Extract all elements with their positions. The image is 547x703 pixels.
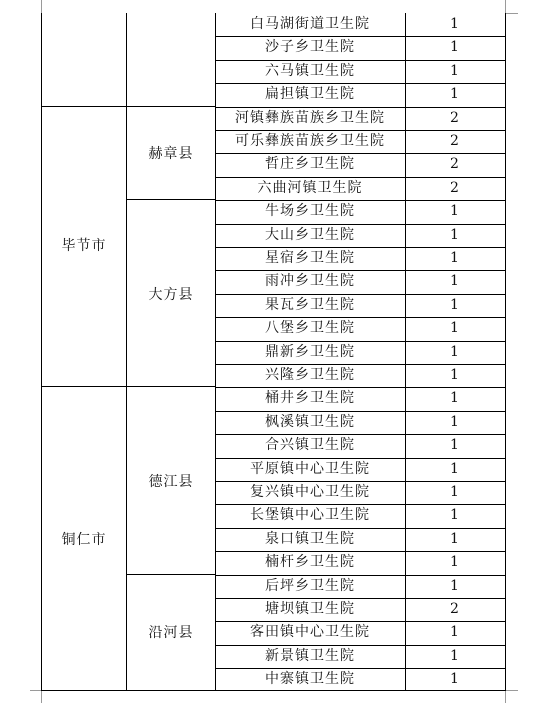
- hospital-name-cell: 大山乡卫生院: [265, 227, 355, 243]
- hospital-name-cell: 客田镇中心卫生院: [250, 624, 370, 640]
- county-divider-dejiang-yanhe: [126, 574, 215, 575]
- hospital-name-cell: 扁担镇卫生院: [265, 86, 355, 102]
- city-cell-bijie: [42, 235, 126, 255]
- count-cell: 1: [450, 297, 460, 313]
- crop-mark-bottom-right: [505, 691, 506, 703]
- count-cell: 1: [450, 507, 460, 523]
- county-label: 赫章县: [148, 146, 194, 162]
- count-cell: 1: [450, 367, 460, 383]
- crop-mark-top-right-h: [506, 13, 518, 14]
- city-label: 铜仁市: [61, 532, 107, 548]
- county-cell-yanhe: [127, 622, 215, 642]
- count-cell: 1: [450, 390, 460, 406]
- city-divider-bijie-tongren: [41, 386, 215, 387]
- count-cell: 1: [450, 227, 460, 243]
- hospital-name-cell: 合兴镇卫生院: [265, 437, 355, 453]
- count-cell: 1: [450, 531, 460, 547]
- count-cell: 1: [450, 484, 460, 500]
- hospital-name-cell: 雨冲乡卫生院: [265, 273, 355, 289]
- crop-mark-bottom-right-h: [506, 690, 518, 691]
- city-cell-tongren: [42, 529, 126, 549]
- crop-mark-top-right: [505, 0, 506, 13]
- count-cell: 1: [450, 39, 460, 55]
- hospital-name-cell: 六马镇卫生院: [265, 63, 355, 79]
- table-border-left: [41, 13, 42, 691]
- hospital-name-cell: 白马湖街道卫生院: [250, 16, 370, 32]
- count-cell: 1: [450, 86, 460, 102]
- hospital-name-cell: 新景镇卫生院: [265, 648, 355, 664]
- count-cell: 2: [450, 110, 460, 126]
- count-cell: 1: [450, 414, 460, 430]
- count-cell: 1: [450, 671, 460, 687]
- count-cell: 2: [450, 156, 460, 172]
- count-cell: 2: [450, 180, 460, 196]
- hospital-name-cell: 桶井乡卫生院: [265, 390, 355, 406]
- county-divider-hezhang-dafang: [126, 199, 215, 200]
- column-divider-city-county: [126, 13, 127, 691]
- hospital-name-cell: 哲庄乡卫生院: [265, 156, 355, 172]
- hospital-name-cell: 六曲河镇卫生院: [257, 180, 363, 196]
- count-cell: 1: [450, 63, 460, 79]
- count-cell: 1: [450, 648, 460, 664]
- crop-mark-bottom-left-h: [30, 690, 41, 691]
- hospital-name-cell: 牛场乡卫生院: [265, 203, 355, 219]
- hospital-name-cell: 兴隆乡卫生院: [265, 367, 355, 383]
- city-label: 毕节市: [61, 238, 107, 254]
- hospital-name-cell: 楠杆乡卫生院: [265, 554, 355, 570]
- hospital-name-cell: 长堡镇中心卫生院: [250, 507, 370, 523]
- hospital-name-cell: 可乐彝族苗族乡卫生院: [235, 133, 385, 149]
- count-cell: 1: [450, 250, 460, 266]
- county-cell-dejiang: [127, 471, 215, 491]
- hospital-name-cell: 中寨镇卫生院: [265, 671, 355, 687]
- count-cell: 1: [450, 437, 460, 453]
- hospital-name-cell: 后坪乡卫生院: [265, 578, 355, 594]
- hospital-name-cell: 星宿乡卫生院: [265, 250, 355, 266]
- count-cell: 1: [450, 273, 460, 289]
- county-label: 德江县: [148, 474, 194, 490]
- count-cell: 1: [450, 320, 460, 336]
- count-cell: 1: [450, 344, 460, 360]
- hospital-name-cell: 复兴镇中心卫生院: [250, 484, 370, 500]
- count-cell: 1: [450, 203, 460, 219]
- count-cell: 2: [450, 133, 460, 149]
- count-cell: 2: [450, 601, 460, 617]
- county-label: 沿河县: [148, 625, 194, 641]
- county-cell-dafang: [127, 284, 215, 304]
- crop-mark-bottom-left: [41, 691, 42, 703]
- count-cell: 1: [450, 461, 460, 477]
- count-cell: 1: [450, 554, 460, 570]
- crop-mark-top-left: [41, 0, 42, 13]
- count-cell: 1: [450, 578, 460, 594]
- count-cell: 1: [450, 16, 460, 32]
- count-cell: 1: [450, 624, 460, 640]
- table-border-right: [505, 13, 506, 691]
- county-label: 大方县: [148, 287, 194, 303]
- hospital-name-cell: 河镇彝族苗族乡卫生院: [235, 110, 385, 126]
- hospital-name-cell: 泉口镇卫生院: [265, 531, 355, 547]
- hospital-name-cell: 枫溪镇卫生院: [265, 414, 355, 430]
- hospital-name-cell: 果瓦乡卫生院: [265, 297, 355, 313]
- hospital-name-cell: 沙子乡卫生院: [265, 39, 355, 55]
- hospital-name-cell: 平原镇中心卫生院: [250, 461, 370, 477]
- city-divider-top: [41, 106, 215, 107]
- hospital-name-cell: 八堡乡卫生院: [265, 320, 355, 336]
- hospital-name-cell: 鼎新乡卫生院: [265, 344, 355, 360]
- county-cell-hezhang: [127, 143, 215, 163]
- hospital-name-cell: 塘坝镇卫生院: [265, 601, 355, 617]
